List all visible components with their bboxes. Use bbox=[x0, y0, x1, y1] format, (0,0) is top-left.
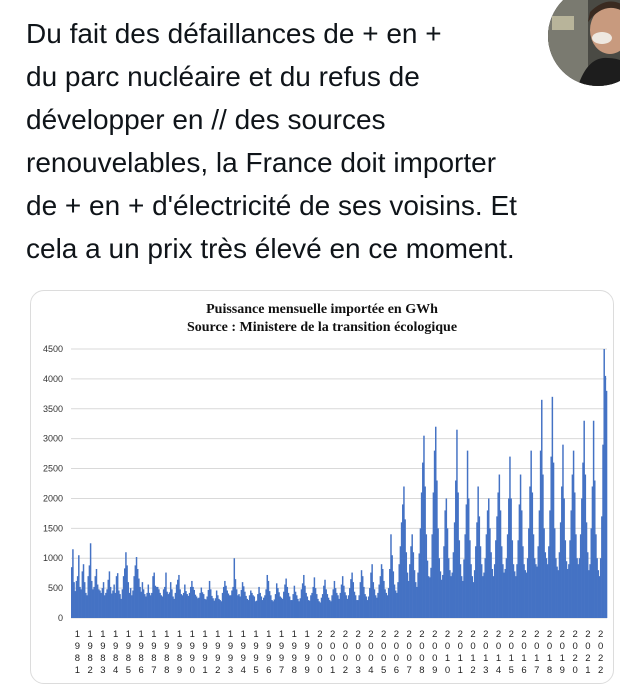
bar-series bbox=[71, 349, 607, 618]
x-tick-label: 2 0 0 1 bbox=[329, 629, 336, 676]
bar-chart bbox=[31, 291, 613, 683]
y-tick-label: 1000 bbox=[42, 553, 63, 564]
y-tick-label: 1500 bbox=[42, 523, 63, 534]
x-tick-label: 1 9 8 6 bbox=[138, 629, 144, 676]
x-tick-label: 2 0 0 6 bbox=[393, 629, 400, 676]
x-tick-label: 2 0 2 2 bbox=[597, 629, 604, 676]
bar bbox=[606, 391, 607, 618]
y-tick-label: 2000 bbox=[42, 493, 63, 504]
x-tick-label: 2 0 1 2 bbox=[470, 629, 476, 676]
x-tick-label: 2 0 0 5 bbox=[381, 629, 387, 676]
tweet-line: développer en // des sources bbox=[26, 104, 386, 135]
x-tick-label: 1 9 9 4 bbox=[240, 629, 246, 676]
tweet-line: Du fait des défaillances de + en + bbox=[26, 18, 442, 49]
x-tick-label: 1 9 8 4 bbox=[113, 629, 119, 676]
y-tick-label: 2500 bbox=[42, 463, 63, 474]
x-tick-label: 2 0 1 6 bbox=[521, 629, 527, 676]
chart-title: Puissance mensuelle importée en GWh bbox=[206, 302, 438, 317]
x-tick-label: 1 9 8 3 bbox=[100, 629, 106, 676]
tweet-line: renouvelables, la France doit importer bbox=[26, 147, 497, 178]
x-tick-label: 1 9 8 1 bbox=[74, 629, 81, 676]
x-tick-label: 1 9 9 6 bbox=[266, 629, 272, 676]
x-tick-label: 1 9 9 3 bbox=[227, 629, 234, 676]
x-tick-label: 2 0 1 5 bbox=[508, 629, 514, 676]
chart-image bbox=[30, 290, 614, 684]
x-tick-label: 1 9 8 5 bbox=[125, 629, 132, 676]
x-tick-label: 1 9 8 9 bbox=[176, 629, 183, 676]
x-tick-label: 1 9 9 5 bbox=[253, 629, 259, 676]
tweet-line: de + en + d'électricité de ses voisins. Et bbox=[26, 190, 517, 221]
y-tick-label: 500 bbox=[47, 583, 63, 594]
y-tick-label: 3500 bbox=[42, 403, 63, 414]
x-tick-label: 1 9 9 7 bbox=[278, 629, 285, 676]
x-tick-label: 2 0 1 3 bbox=[483, 629, 489, 676]
x-tick-label: 2 0 1 9 bbox=[559, 629, 565, 676]
chart-subtitle: Source : Ministere de la transition écologique bbox=[186, 320, 458, 335]
y-tick-label: 0 bbox=[57, 613, 63, 623]
x-tick-label: 2 0 0 4 bbox=[368, 629, 374, 676]
x-tick-label: 2 0 0 0 bbox=[317, 629, 323, 676]
x-tick-label: 2 0 1 4 bbox=[495, 629, 502, 676]
tweet-text bbox=[26, 12, 586, 270]
y-tick-label: 4500 bbox=[42, 344, 63, 354]
x-tick-label: 2 0 1 0 bbox=[444, 629, 451, 676]
x-tick-label: 2 0 1 7 bbox=[534, 629, 540, 676]
tweet-line: cela a un prix très élevé en ce moment. bbox=[26, 233, 515, 264]
y-tick-label: 3000 bbox=[42, 433, 63, 444]
x-tick-label: 2 0 2 1 bbox=[585, 629, 591, 676]
x-tick-label: 2 0 0 3 bbox=[355, 629, 361, 676]
x-tick-label: 2 0 0 8 bbox=[419, 629, 425, 676]
x-tick-label: 1 9 9 1 bbox=[202, 629, 208, 676]
x-tick-label: 1 9 8 2 bbox=[87, 629, 93, 676]
tweet-line: du parc nucléaire et du refus de bbox=[26, 61, 420, 92]
x-tick-label: 2 0 2 0 bbox=[572, 629, 578, 676]
x-tick-label: 1 9 8 7 bbox=[151, 629, 157, 676]
x-tick-label: 1 9 9 2 bbox=[215, 629, 221, 676]
x-tick-label: 2 0 0 9 bbox=[432, 629, 438, 676]
x-tick-label: 2 0 0 2 bbox=[342, 629, 349, 676]
y-tick-label: 4000 bbox=[42, 373, 63, 384]
x-tick-label: 2 0 1 1 bbox=[457, 629, 463, 676]
x-tick-label: 1 9 8 8 bbox=[164, 629, 170, 676]
x-tick-label: 1 9 9 8 bbox=[291, 629, 297, 676]
x-tick-label: 1 9 9 0 bbox=[189, 629, 195, 676]
x-tick-label: 2 0 1 8 bbox=[546, 629, 553, 676]
x-tick-label: 2 0 0 7 bbox=[406, 629, 412, 676]
x-tick-label: 1 9 9 9 bbox=[304, 629, 310, 676]
